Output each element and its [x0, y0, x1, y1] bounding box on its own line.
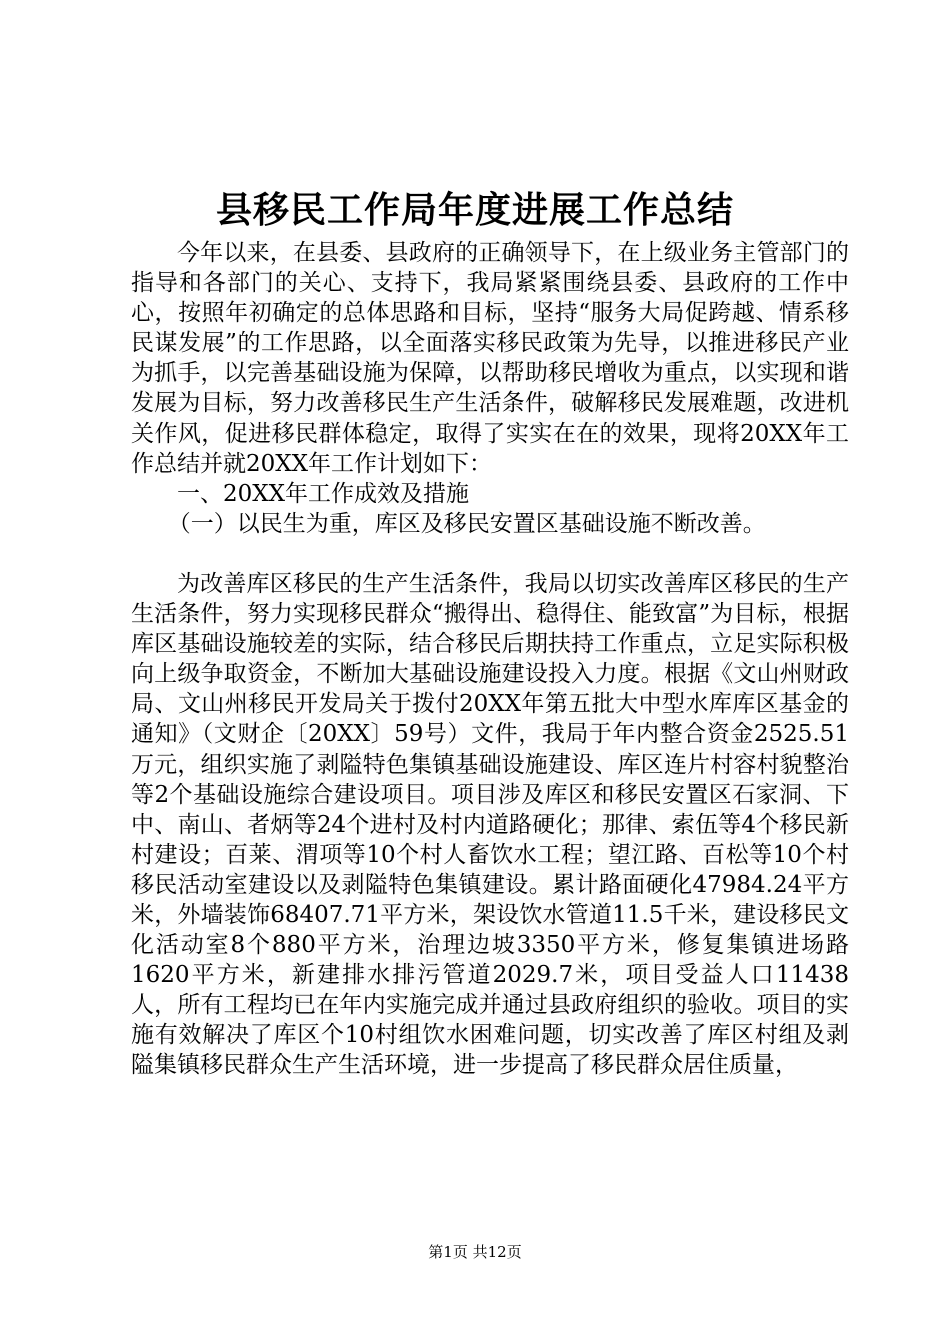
- section-heading: 一、20XX年工作成效及措施: [177, 480, 470, 507]
- body-paragraph: 为改善库区移民的生产生活条件，我局以切实改善库区移民的生产生活条件，努力实现移民群众“搬得出、稳得住、能致富”为目标，根据库区基础设施较差的实际，结合移民后期扶持工作重点，立足实际积极向上级争取资金，不断加大基础设施建设投入力度。根据《文山州财政局、文山州移民开发局关于拨付20XX年第五批大中型水库库区基金的通知》（文财企〔20XX〕59号）文件，我局于年内整合资金2525.51万元，组织实施了剥隘特色集镇基础设施建设、库区连片村容村貌整治等2个基础设施综合建设项目。项目涉及库区和移民安置区石家洞、下中、南山、者炳等24个进村及村内道路硬化；那律、索伍等4个移民新村建设；百莱、渭项等10个村人畜饮水工程；望江路、百松等10个村移民活动室建设以及剥隘特色集镇建设。累计路面硬化47984.24平方米，外墙装饰68407.71平方米，架设饮水管道11.5千米，建设移民文化活动室8个880平方米，治理边坡3350平方米，修复集镇进场路1620平方米，新建排水排污管道2029.7米，项目受益人口11438人，所有工程均已在年内实施完成并通过县政府组织的验收。项目的实施有效解决了库区个10村组饮水困难问题，切实改善了库区村组及剥隘集镇移民群众生产生活环境，进一步提高了移民群众居住质量，: [131, 570, 849, 1079]
- paragraph-gap: [131, 539, 849, 569]
- subsection-heading: （一）以民生为重，库区及移民安置区基础设施不断改善。: [167, 510, 766, 537]
- document-title: 县移民工作局年度进展工作总结: [215, 189, 734, 231]
- document-body: [131, 238, 849, 1081]
- intro-paragraph: 今年以来，在县委、县政府的正确领导下，在上级业务主管部门的指导和各部门的关心、支持下，我局紧紧围绕县委、县政府的工作中心，按照年初确定的总体思路和目标，坚持“服务大局促跨越、情系移民谋发展”的工作思路，以全面落实移民政策为先导，以推进移民产业为抓手，以完善基础设施为保障，以帮助移民增收为重点，以实现和谐发展为目标，努力改善移民生产生活条件，破解移民发展难题，改进机关作风，促进移民群体稳定，取得了实实在在的效果，现将20XX年工作总结并就20XX年工作计划如下：: [131, 240, 849, 477]
- page-footer: 第1页 共12页: [428, 1243, 522, 1261]
